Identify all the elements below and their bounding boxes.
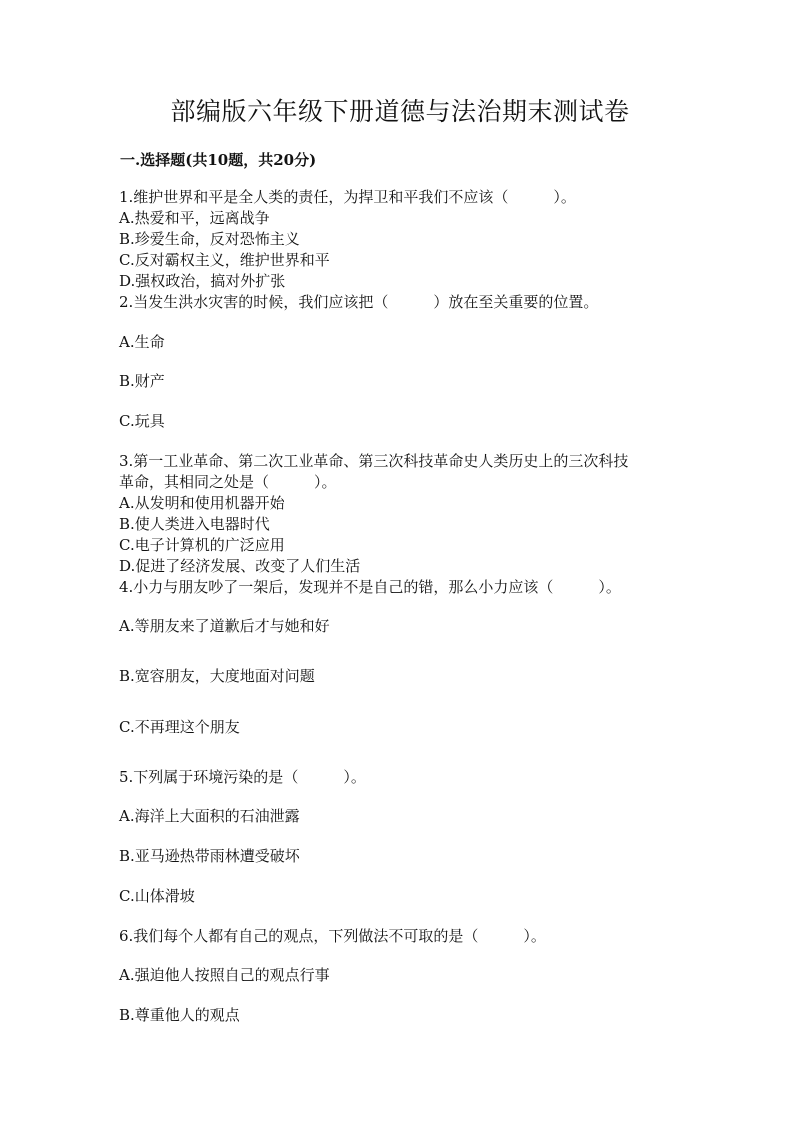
question-stem: 6.我们每个人都有自己的观点，下列做法不可取的是（ ）。 (119, 927, 546, 945)
option-b: B.财产 (119, 372, 165, 390)
option-a: A.等朋友来了道歉后才与她和好 (119, 617, 330, 635)
option-c: C.反对霸权主义，维护世界和平 (119, 251, 330, 269)
option-a: A.从发明和使用机器开始 (119, 494, 285, 512)
option-b: B.使人类进入电器时代 (119, 515, 270, 533)
option-a: A.强迫他人按照自己的观点行事 (119, 966, 330, 984)
section-heading: 一.选择题(共10题，共20分) (120, 151, 317, 169)
option-a: A.热爱和平，远离战争 (119, 209, 270, 227)
question-stem: 4.小力与朋友吵了一架后，发现并不是自己的错，那么小力应该（ ）。 (119, 578, 621, 596)
option-b: B.珍爱生命，反对恐怖主义 (119, 230, 300, 248)
option-a: A.生命 (119, 333, 165, 351)
question-stem: 2.当发生洪水灾害的时候，我们应该把（ ）放在至关重要的位置。 (119, 293, 599, 311)
option-a: A.海洋上大面积的石油泄露 (119, 807, 300, 825)
option-c: C.不再理这个朋友 (119, 718, 240, 736)
question-stem: 3.第一工业革命、第二次工业革命、第三次科技革命史人类历史上的三次科技 (119, 452, 629, 470)
page-title: 部编版六年级下册道德与法治期末测试卷 (170, 97, 630, 126)
option-b: B.尊重他人的观点 (119, 1006, 240, 1024)
option-d: D.促进了经济发展、改变了人们生活 (119, 557, 361, 575)
question-stem: 1.维护世界和平是全人类的责任，为捍卫和平我们不应该（ ）。 (119, 188, 576, 206)
question-stem-continued: 革命，其相同之处是（ ）。 (119, 473, 337, 491)
option-c: C.山体滑坡 (119, 887, 195, 905)
option-b: B.宽容朋友，大度地面对问题 (119, 667, 315, 685)
option-c: C.电子计算机的广泛应用 (119, 536, 285, 554)
option-b: B.亚马逊热带雨林遭受破坏 (119, 847, 300, 865)
option-c: C.玩具 (119, 412, 165, 430)
option-d: D.强权政治，搞对外扩张 (119, 272, 286, 290)
question-stem: 5.下列属于环境污染的是（ ）。 (119, 768, 366, 786)
